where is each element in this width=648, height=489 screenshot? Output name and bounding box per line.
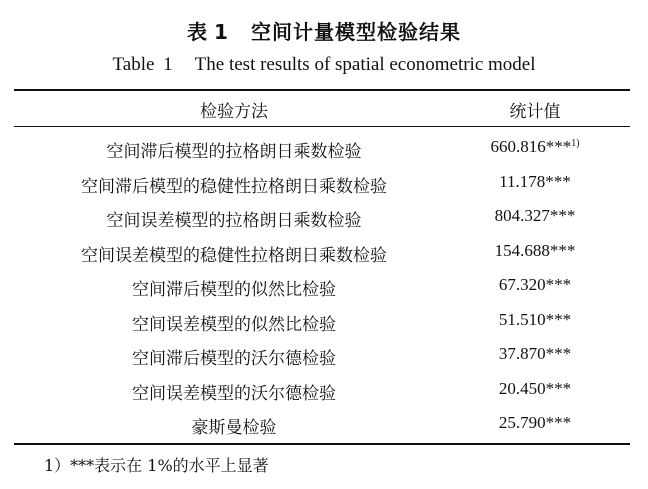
table-title-chinese bbox=[0, 16, 648, 45]
statistic-value: 154.688*** bbox=[494, 240, 576, 260]
title-cn-text: 空间计量模型检验结果 bbox=[250, 20, 461, 44]
test-method-cell: 空间滞后模型的似然比检验 bbox=[132, 280, 336, 300]
statistic-value: 51.510*** bbox=[498, 309, 572, 329]
title-en-text: The test results of spatial econometric model bbox=[194, 54, 536, 75]
statistic-value: 25.790*** bbox=[498, 413, 572, 432]
table-top-rule bbox=[14, 89, 630, 91]
table-row bbox=[14, 269, 630, 303]
header-method: 检验方法 bbox=[200, 102, 268, 122]
statistic-value-cell bbox=[440, 344, 630, 364]
test-method-cell: 空间误差模型的拉格朗日乘数检验 bbox=[106, 211, 362, 231]
statistic-value-cell bbox=[440, 172, 630, 192]
table-row bbox=[14, 304, 630, 338]
test-method-cell: 空间滞后模型的沃尔德检验 bbox=[132, 349, 336, 369]
statistic-value-cell bbox=[440, 413, 630, 433]
statistic-value: 11.178*** bbox=[499, 171, 571, 191]
statistic-value: 20.450*** bbox=[498, 378, 572, 398]
test-method-cell: 空间滞后模型的稳健性拉格朗日乘数检验 bbox=[81, 176, 387, 197]
test-method-cell: 空间误差模型的沃尔德检验 bbox=[132, 383, 336, 404]
title-cn-label: 表 bbox=[187, 20, 209, 44]
title-en-number: 1 bbox=[163, 54, 173, 75]
statistic-value: 804.327*** bbox=[494, 206, 576, 225]
statistic-value-cell bbox=[440, 206, 630, 226]
title-en-label: Table bbox=[112, 54, 155, 75]
table-bottom-rule bbox=[14, 443, 630, 445]
statistic-value-cell bbox=[440, 310, 630, 330]
statistic-value: 37.870*** bbox=[498, 344, 572, 363]
table-row bbox=[14, 373, 630, 407]
table-title-english bbox=[0, 54, 648, 76]
table-row bbox=[14, 407, 630, 441]
header-statistic: 统计值 bbox=[509, 102, 561, 122]
footnote-marker: 1) bbox=[571, 138, 580, 149]
statistic-value: 660.816*** bbox=[490, 137, 572, 156]
test-method-cell: 空间误差模型的稳健性拉格朗日乘数检验 bbox=[81, 245, 387, 266]
table-row bbox=[14, 166, 630, 200]
test-method-cell: 空间滞后模型的拉格朗日乘数检验 bbox=[106, 142, 362, 162]
table-header-rule bbox=[14, 126, 630, 127]
statistic-value-cell bbox=[440, 137, 630, 157]
statistic-value-cell bbox=[440, 241, 630, 261]
table-footnote: 1）***表示在 1%的水平上显著 bbox=[44, 456, 269, 475]
table-row bbox=[14, 131, 630, 165]
statistic-value: 67.320*** bbox=[498, 275, 572, 294]
statistic-value-cell bbox=[440, 379, 630, 399]
table-row bbox=[14, 338, 630, 372]
statistic-value-cell bbox=[440, 275, 630, 295]
test-method-cell: 豪斯曼检验 bbox=[191, 418, 277, 438]
title-cn-number: 1 bbox=[214, 20, 229, 44]
table-row bbox=[14, 200, 630, 234]
test-method-cell: 空间误差模型的似然比检验 bbox=[132, 314, 336, 335]
table-row bbox=[14, 235, 630, 269]
